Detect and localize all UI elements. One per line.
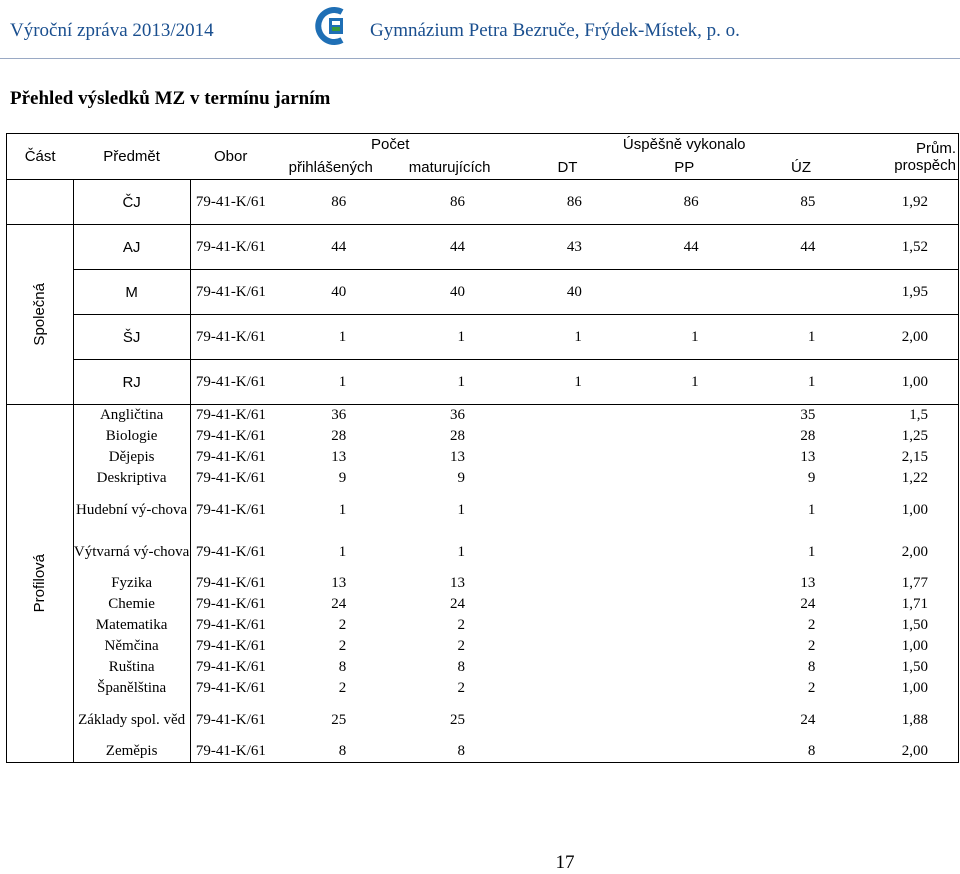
- dt-cell: [509, 426, 626, 447]
- subject-cell: Základy spol. věd: [73, 699, 190, 741]
- group-spolecna-label: Společná: [31, 283, 49, 346]
- matur-cell: 1: [457, 501, 466, 518]
- uz-cell: 1: [807, 501, 816, 518]
- dt-cell: 86: [509, 180, 626, 225]
- dt-cell: 1: [509, 315, 626, 360]
- obor-cell: 79-41-K/61: [190, 615, 271, 636]
- table-row: [7, 426, 959, 447]
- header-uz: ÚZ: [743, 156, 860, 180]
- table-row: [7, 678, 959, 699]
- prihl-cell: 40: [271, 270, 390, 315]
- table-row: [7, 468, 959, 489]
- prum-cell: 1,92: [859, 180, 958, 225]
- subject-cell: AJ: [73, 225, 190, 270]
- dt-cell: [509, 678, 626, 699]
- header-cast: Část: [7, 134, 74, 180]
- pp-cell: [626, 531, 743, 573]
- prum-cell: 1,50: [859, 657, 958, 678]
- matur-cell: 2: [457, 617, 466, 633]
- prihl-cell: 9: [338, 470, 347, 486]
- pp-cell: [626, 573, 743, 594]
- group-profilova: [7, 405, 74, 763]
- pp-cell: 44: [626, 225, 743, 270]
- uz-cell: 35: [800, 407, 816, 423]
- prum-cell: 1,5: [859, 405, 958, 427]
- header-prum: Prům. prospěch: [859, 134, 958, 180]
- dt-cell: 43: [509, 225, 626, 270]
- matur-cell: 44: [390, 225, 509, 270]
- dt-cell: [509, 594, 626, 615]
- pp-cell: [626, 699, 743, 741]
- pp-cell: [626, 678, 743, 699]
- uz-cell: 13: [800, 449, 816, 465]
- prihl-cell: 28: [331, 428, 347, 444]
- prum-cell: 1,00: [859, 489, 958, 531]
- table-row: [7, 360, 959, 405]
- matur-cell: 13: [450, 575, 466, 591]
- subject-cell: Chemie: [73, 594, 190, 615]
- table-row: [7, 180, 959, 225]
- header-uspesne: Úspěšně vykonalo: [509, 134, 859, 156]
- pp-cell: 86: [626, 180, 743, 225]
- prihl-cell: 2: [338, 680, 347, 696]
- dt-cell: [509, 615, 626, 636]
- matur-cell: 40: [390, 270, 509, 315]
- obor-cell: 79-41-K/61: [190, 531, 271, 573]
- prum-cell: 2,00: [859, 315, 958, 360]
- obor-cell: 79-41-K/61: [190, 447, 271, 468]
- prihl-cell: 1: [271, 315, 390, 360]
- subject-cell: Angličtina: [73, 405, 190, 427]
- pp-cell: [626, 447, 743, 468]
- prum-cell: 1,00: [859, 678, 958, 699]
- dt-cell: [509, 636, 626, 657]
- pp-cell: [626, 405, 743, 427]
- table-row: [7, 489, 959, 531]
- subject-cell: Matematika: [73, 615, 190, 636]
- header-obor: Obor: [190, 134, 271, 180]
- subject-cell: M: [73, 270, 190, 315]
- matur-cell: 1: [457, 543, 466, 560]
- subject-cell: Biologie: [73, 426, 190, 447]
- prum-cell: 2,00: [859, 531, 958, 573]
- prum-cell: 1,25: [859, 426, 958, 447]
- group-profilova-label: Profilová: [31, 554, 49, 613]
- page-header: [0, 0, 960, 62]
- header-pocet: Počet: [271, 134, 509, 156]
- table-row: [7, 405, 959, 427]
- header-pp: PP: [626, 156, 743, 180]
- uz-cell: 28: [800, 428, 816, 444]
- obor-cell: 79-41-K/61: [190, 573, 271, 594]
- section-title: Přehled výsledků MZ v termínu jarním: [10, 88, 331, 109]
- table-row: [7, 636, 959, 657]
- table-row: [7, 657, 959, 678]
- prum-cell: 1,00: [859, 360, 958, 405]
- header-predmet: Předmět: [73, 134, 190, 180]
- uz-cell: 85: [743, 180, 860, 225]
- uz-cell: 13: [800, 575, 816, 591]
- prum-cell: 1,95: [859, 270, 958, 315]
- matur-cell: 36: [450, 407, 466, 423]
- matur-cell: 9: [457, 470, 466, 486]
- dt-cell: [509, 741, 626, 763]
- pp-cell: [626, 270, 743, 315]
- subject-cell: Němčina: [73, 636, 190, 657]
- matur-cell: 1: [390, 360, 509, 405]
- table-row: [7, 270, 959, 315]
- prihl-cell: 2: [338, 638, 347, 654]
- cast-empty: [7, 180, 74, 225]
- prum-cell: 1,71: [859, 594, 958, 615]
- table-row: [7, 447, 959, 468]
- prum-cell: 1,52: [859, 225, 958, 270]
- dt-cell: 40: [509, 270, 626, 315]
- prihl-cell: 86: [271, 180, 390, 225]
- prihl-cell: 13: [331, 449, 347, 465]
- subject-cell: Výtvarná vý-chova: [73, 531, 190, 573]
- obor-cell: 79-41-K/61: [190, 489, 271, 531]
- prum-cell: 2,00: [859, 741, 958, 763]
- table-row: [7, 699, 959, 741]
- dt-cell: [509, 573, 626, 594]
- obor-cell: 79-41-K/61: [190, 741, 271, 763]
- prihl-cell: 2: [338, 617, 347, 633]
- pp-cell: [626, 657, 743, 678]
- matur-cell: 8: [457, 659, 466, 675]
- pp-cell: [626, 426, 743, 447]
- obor-cell: 79-41-K/61: [190, 315, 271, 360]
- header-maturujicich: maturujících: [390, 156, 509, 180]
- prihl-cell: 8: [338, 659, 347, 675]
- prihl-cell: 13: [331, 575, 347, 591]
- pp-cell: [626, 468, 743, 489]
- uz-cell: 8: [743, 741, 860, 763]
- uz-cell: 2: [807, 638, 816, 654]
- obor-cell: 79-41-K/61: [190, 270, 271, 315]
- matur-cell: 13: [450, 449, 466, 465]
- matur-cell: 24: [450, 596, 466, 612]
- obor-cell: 79-41-K/61: [190, 426, 271, 447]
- dt-cell: [509, 468, 626, 489]
- pp-cell: [626, 615, 743, 636]
- prihl-cell: 25: [331, 711, 347, 728]
- subject-cell: Deskriptiva: [73, 468, 190, 489]
- uz-cell: 8: [807, 659, 816, 675]
- subject-cell: ČJ: [73, 180, 190, 225]
- subject-cell: Ruština: [73, 657, 190, 678]
- pp-cell: 1: [626, 315, 743, 360]
- matur-cell: 2: [457, 680, 466, 696]
- dt-cell: 1: [509, 360, 626, 405]
- table-row: [7, 573, 959, 594]
- matur-cell: 2: [457, 638, 466, 654]
- table-row: [7, 594, 959, 615]
- prihl-cell: 24: [331, 596, 347, 612]
- uz-cell: 2: [807, 617, 816, 633]
- pp-cell: [626, 741, 743, 763]
- school-name: Gymnázium Petra Bezruče, Frýdek-Místek, p. o.: [370, 20, 740, 41]
- prum-cell: 1,22: [859, 468, 958, 489]
- group-spolecna: [7, 225, 74, 405]
- uz-cell: 2: [807, 680, 816, 696]
- prum-cell: 1,77: [859, 573, 958, 594]
- prihl-cell: 8: [271, 741, 390, 763]
- table-row: [7, 531, 959, 573]
- header-divider: [0, 58, 960, 59]
- pp-cell: 1: [626, 360, 743, 405]
- uz-cell: 24: [800, 596, 816, 612]
- subject-cell: Fyzika: [73, 573, 190, 594]
- prihl-cell: 1: [338, 543, 347, 560]
- dt-cell: [509, 447, 626, 468]
- obor-cell: 79-41-K/61: [190, 594, 271, 615]
- pp-cell: [626, 636, 743, 657]
- matur-cell: 28: [450, 428, 466, 444]
- uz-cell: 9: [807, 470, 816, 486]
- obor-cell: 79-41-K/61: [190, 468, 271, 489]
- dt-cell: [509, 699, 626, 741]
- obor-cell: 79-41-K/61: [190, 678, 271, 699]
- matur-cell: 8: [390, 741, 509, 763]
- uz-cell: 24: [800, 711, 816, 728]
- dt-cell: [509, 489, 626, 531]
- table-row: [7, 615, 959, 636]
- matur-cell: 25: [450, 711, 466, 728]
- dt-cell: [509, 657, 626, 678]
- obor-cell: 79-41-K/61: [190, 225, 271, 270]
- uz-cell: 44: [743, 225, 860, 270]
- matur-cell: 1: [390, 315, 509, 360]
- prihl-cell: 1: [338, 501, 347, 518]
- prum-cell: 1,88: [859, 699, 958, 741]
- uz-cell: 1: [743, 315, 860, 360]
- table-row: [7, 225, 959, 270]
- subject-cell: Dějepis: [73, 447, 190, 468]
- matur-cell: 86: [390, 180, 509, 225]
- obor-cell: 79-41-K/61: [190, 405, 271, 427]
- obor-cell: 79-41-K/61: [190, 180, 271, 225]
- header-prihlasenych: přihlášených: [271, 156, 390, 180]
- prihl-cell: 36: [331, 407, 347, 423]
- pp-cell: [626, 594, 743, 615]
- subject-cell: Hudební vý-chova: [73, 489, 190, 531]
- prum-cell: 1,00: [859, 636, 958, 657]
- school-logo-icon: [312, 4, 352, 48]
- subject-cell: ŠJ: [73, 315, 190, 360]
- pp-cell: [626, 489, 743, 531]
- header-dt: DT: [509, 156, 626, 180]
- table-row: [7, 741, 959, 763]
- obor-cell: 79-41-K/61: [190, 636, 271, 657]
- prum-cell: 1,50: [859, 615, 958, 636]
- page-number: 17: [555, 852, 575, 873]
- obor-cell: 79-41-K/61: [190, 657, 271, 678]
- obor-cell: 79-41-K/61: [190, 699, 271, 741]
- dt-cell: [509, 405, 626, 427]
- uz-cell: 1: [743, 360, 860, 405]
- prum-cell: 2,15: [859, 447, 958, 468]
- uz-cell: [743, 270, 860, 315]
- subject-cell: Zeměpis: [73, 741, 190, 763]
- results-table: [6, 133, 959, 763]
- report-title: Výroční zpráva 2013/2014: [10, 20, 214, 41]
- subject-cell: RJ: [73, 360, 190, 405]
- table-row: [7, 315, 959, 360]
- prihl-cell: 1: [271, 360, 390, 405]
- obor-cell: 79-41-K/61: [190, 360, 271, 405]
- subject-cell: Španělština: [73, 678, 190, 699]
- dt-cell: [509, 531, 626, 573]
- prihl-cell: 44: [271, 225, 390, 270]
- uz-cell: 1: [807, 543, 816, 560]
- page-footer: [0, 852, 960, 874]
